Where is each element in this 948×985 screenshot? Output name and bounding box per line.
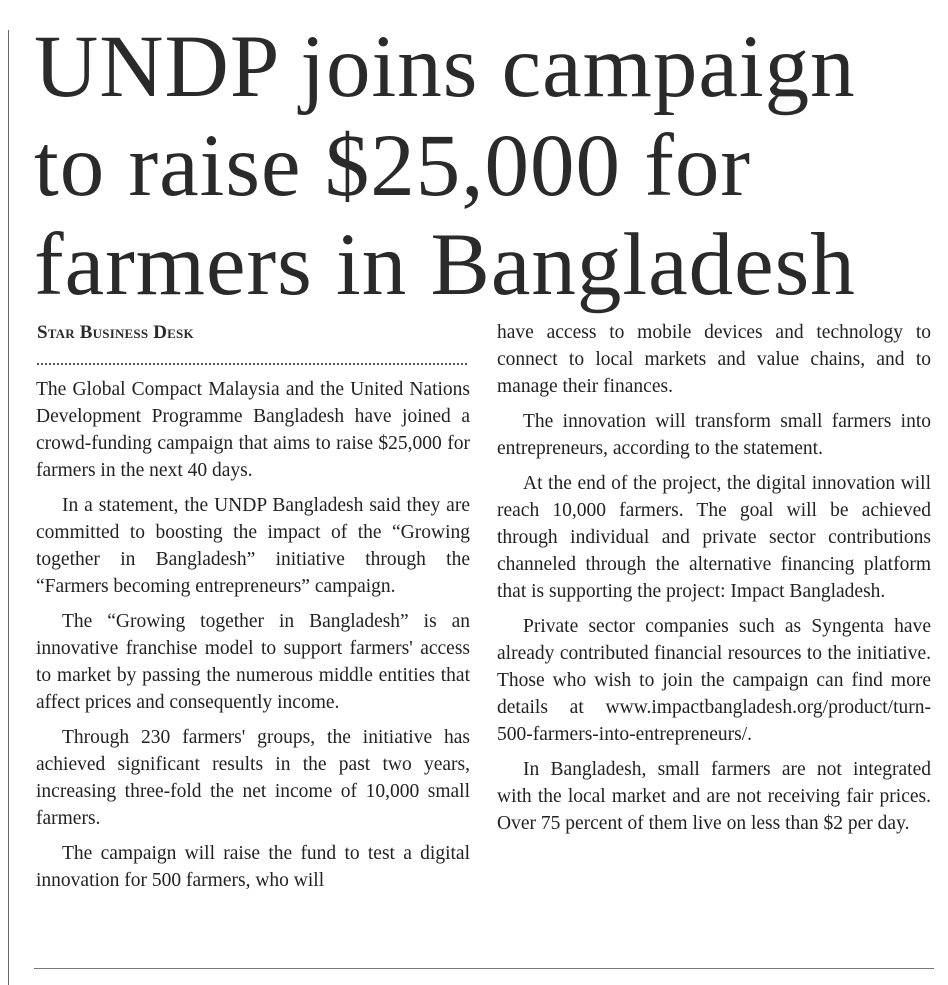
headline-line-1: UNDP joins campaign xyxy=(34,18,856,116)
column-divider-line xyxy=(8,30,9,985)
headline-line-3: farmers in Bangladesh xyxy=(34,216,856,314)
article-column-right xyxy=(497,319,931,845)
paragraph: The innovation will transform small farmers into entrepreneurs, according to the statement. xyxy=(497,411,931,459)
article-column-left xyxy=(36,376,470,902)
bottom-rule xyxy=(34,968,934,969)
byline: Star Business Desk xyxy=(37,322,194,343)
paragraph: Private sector companies such as Syngenta have already contributed financial resources to the initiative. Those who wish to join the campaign can find more details at www.impactbangladesh.org/product/turn-500-farmers-into-entrepreneurs/. xyxy=(497,616,931,745)
byline-dotted-rule xyxy=(37,363,467,365)
paragraph: In a statement, the UNDP Bangladesh said they are committed to boosting the impact of the “Growing together in Bangladesh” initiative through the “Farmers becoming entrepreneurs” campaign. xyxy=(36,495,470,597)
paragraph: Through 230 farmers' groups, the initiative has achieved significant results in the past two years, increasing three-fold the net income of 10,000 small farmers. xyxy=(36,727,470,829)
paragraph: have access to mobile devices and technology to connect to local markets and value chains, and to manage their finances. xyxy=(497,322,931,397)
paragraph: At the end of the project, the digital innovation will reach 10,000 farmers. The goal will be achieved through individual and private sector contributions channeled through the alternative financing platform that is supporting the project: Impact Bangladesh. xyxy=(497,473,931,602)
paragraph: The Global Compact Malaysia and the United Nations Development Programme Bangladesh have joined a crowd-funding campaign that aims to raise $25,000 for farmers in the next 40 days. xyxy=(36,379,470,481)
headline-line-2: to raise $25,000 for xyxy=(34,117,752,215)
paragraph: The campaign will raise the fund to test a digital innovation for 500 farmers, who will xyxy=(36,843,470,891)
paragraph: The “Growing together in Bangladesh” is an innovative franchise model to support farmers' access to market by passing the numerous middle entities that affect prices and consequently income. xyxy=(36,611,470,713)
paragraph: In Bangladesh, small farmers are not integrated with the local market and are not receiving fair prices. Over 75 percent of them live on less than $2 per day. xyxy=(497,759,931,834)
headline xyxy=(34,18,939,315)
